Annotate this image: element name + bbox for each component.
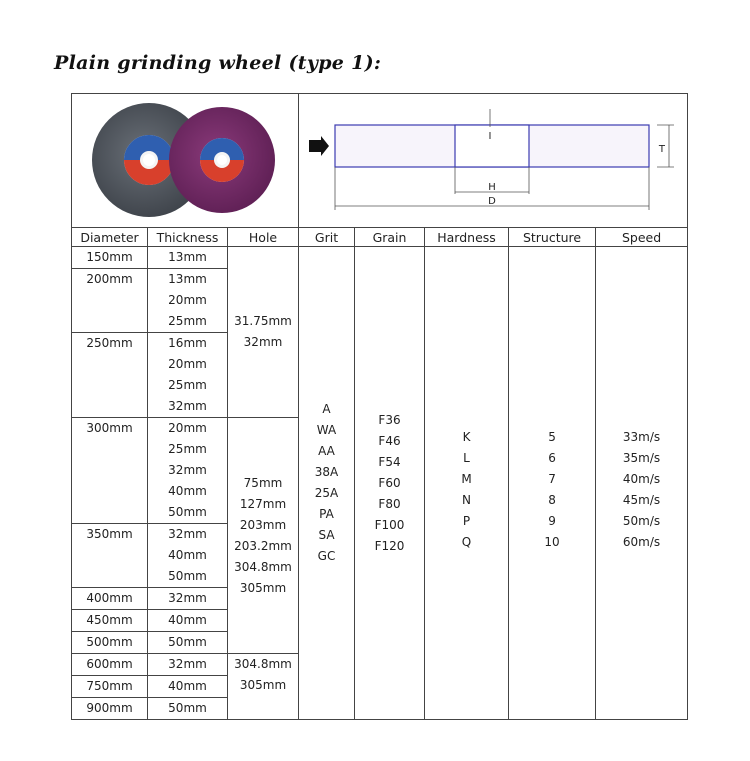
- structure-cell: 5 6 7 8 9 10: [509, 247, 596, 720]
- thickness-cell: 32mm: [148, 588, 228, 610]
- header-hardness: Hardness: [425, 228, 509, 247]
- table-header-row: [72, 228, 688, 247]
- speed-cell: 33m/s 35m/s 40m/s 45m/s 50m/s 60m/s: [596, 247, 688, 720]
- thickness-cell: 40mm: [148, 676, 228, 698]
- diameter-cell: 400mm: [72, 588, 148, 610]
- hole-cell: 75mm 127mm 203mm 203.2mm 304.8mm 305mm: [228, 418, 299, 654]
- thickness-cell: 16mm 20mm 25mm 32mm: [148, 333, 228, 418]
- grain-cell: F36 F46 F54 F60 F80 F100 F120: [355, 247, 425, 720]
- hardness-cell: K L M N P Q: [425, 247, 509, 720]
- diameter-cell: 150mm: [72, 247, 148, 269]
- inner-label: I: [488, 131, 492, 142]
- product-photo-cell: [72, 94, 299, 228]
- arrow-right-icon: [309, 136, 329, 156]
- header-diameter: Diameter: [72, 228, 148, 247]
- thickness-label: T: [658, 144, 666, 155]
- header-hole: Hole: [228, 228, 299, 247]
- thickness-cell: 50mm: [148, 632, 228, 654]
- diagram-cell: [299, 94, 688, 228]
- diameter-cell: 900mm: [72, 698, 148, 720]
- diameter-label: D: [488, 196, 496, 207]
- thickness-cell: 20mm 25mm 32mm 40mm 50mm: [148, 418, 228, 524]
- wheel-cross-section-diagram: [299, 94, 687, 227]
- header-speed: Speed: [596, 228, 688, 247]
- spec-table: [71, 93, 688, 720]
- page-title: Plain grinding wheel (type 1):: [54, 52, 382, 74]
- grinding-wheels-photo: [72, 94, 298, 227]
- cropped-text-fragment: [190, 0, 650, 2]
- diameter-cell: 250mm: [72, 333, 148, 418]
- header-grain: Grain: [355, 228, 425, 247]
- diameter-cell: 300mm: [72, 418, 148, 524]
- thickness-cell: 40mm: [148, 610, 228, 632]
- thickness-cell: 32mm 40mm 50mm: [148, 524, 228, 588]
- diameter-cell: 600mm: [72, 654, 148, 676]
- thickness-cell: 32mm: [148, 654, 228, 676]
- thickness-cell: 13mm: [148, 247, 228, 269]
- header-thickness: Thickness: [148, 228, 228, 247]
- diameter-cell: 750mm: [72, 676, 148, 698]
- hole-cell: 304.8mm 305mm: [228, 654, 299, 720]
- header-grit: Grit: [299, 228, 355, 247]
- hole-cell: 31.75mm 32mm: [228, 247, 299, 418]
- diameter-cell: 500mm: [72, 632, 148, 654]
- header-structure: Structure: [509, 228, 596, 247]
- thickness-cell: 50mm: [148, 698, 228, 720]
- diameter-cell: 200mm: [72, 269, 148, 333]
- grit-cell: A WA AA 38A 25A PA SA GC: [299, 247, 355, 720]
- hole-label: H: [488, 182, 496, 193]
- diameter-cell: 350mm: [72, 524, 148, 588]
- diameter-cell: 450mm: [72, 610, 148, 632]
- thickness-cell: 13mm 20mm 25mm: [148, 269, 228, 333]
